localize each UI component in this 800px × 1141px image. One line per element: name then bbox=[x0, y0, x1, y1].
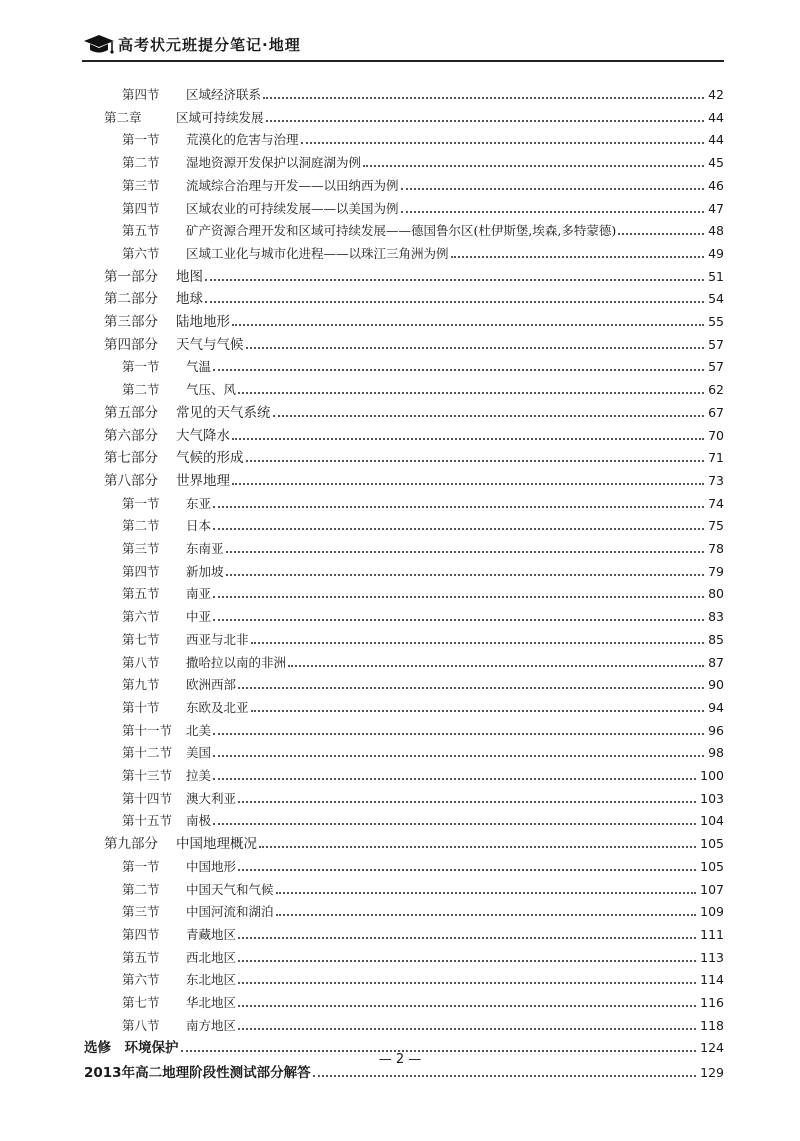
toc-entry[interactable] bbox=[104, 310, 724, 330]
toc-entry-number: 第八节 bbox=[122, 1017, 160, 1033]
toc-entry-number: 第一节 bbox=[122, 858, 160, 874]
dot-leader bbox=[213, 778, 696, 780]
toc-entry-title: 撒哈拉以南的非洲 bbox=[186, 654, 287, 670]
dot-leader bbox=[401, 211, 705, 213]
dot-leader bbox=[205, 301, 704, 303]
toc-entry[interactable] bbox=[122, 923, 724, 943]
toc-entry-number: 第五节 bbox=[122, 223, 160, 239]
toc-entry-page: 73 bbox=[708, 472, 724, 488]
toc-entry-page: 44 bbox=[708, 109, 724, 125]
toc-entry-title: 区域工业化与城市化进程——以珠江三角洲为例 bbox=[186, 245, 449, 261]
toc-entry[interactable] bbox=[104, 333, 724, 353]
toc-entry-number: 第十一节 bbox=[122, 722, 173, 738]
toc-entry-page: 67 bbox=[708, 404, 724, 420]
toc-entry-page: 109 bbox=[700, 904, 724, 920]
dot-leader bbox=[401, 188, 705, 190]
toc-entry[interactable] bbox=[122, 991, 724, 1011]
toc-entry-page: 85 bbox=[708, 631, 724, 647]
dot-leader bbox=[238, 982, 696, 984]
toc-entry-number: 第一节 bbox=[122, 359, 160, 375]
toc-entry-page: 105 bbox=[700, 836, 724, 852]
toc-entry-number: 第二节 bbox=[122, 518, 160, 534]
dot-leader bbox=[238, 801, 696, 803]
toc-entry-number: 第四节 bbox=[122, 200, 160, 216]
toc-entry[interactable] bbox=[122, 151, 724, 171]
toc-entry[interactable] bbox=[104, 401, 724, 421]
toc-entry-page: 118 bbox=[700, 1017, 724, 1033]
toc-entry[interactable] bbox=[122, 878, 724, 898]
toc-entry-number: 第六部分 bbox=[104, 427, 158, 444]
toc-entry-page: 46 bbox=[708, 177, 724, 193]
dot-leader bbox=[251, 710, 705, 712]
toc-entry-page: 48 bbox=[708, 223, 724, 239]
dot-leader bbox=[213, 733, 704, 735]
toc-entry-number: 第三节 bbox=[122, 177, 160, 193]
toc-entry-page: 129 bbox=[700, 1065, 724, 1081]
toc-entry-page: 75 bbox=[708, 518, 724, 534]
toc-entry-number: 第三节 bbox=[122, 904, 160, 920]
toc-entry-page: 54 bbox=[708, 291, 724, 307]
toc-entry[interactable] bbox=[122, 809, 724, 829]
toc-entry-title: 东亚 bbox=[186, 495, 212, 511]
toc-entry-number: 第五节 bbox=[122, 586, 160, 602]
toc-entry-title: 气压、风 bbox=[186, 382, 237, 398]
dot-leader bbox=[213, 369, 704, 371]
toc-entry-page: 87 bbox=[708, 654, 724, 670]
toc-entry-page: 98 bbox=[708, 745, 724, 761]
toc-entry-title: 南亚 bbox=[186, 586, 212, 602]
toc-entry-number: 第六节 bbox=[122, 972, 160, 988]
toc-entry-number: 第四节 bbox=[122, 926, 160, 942]
dot-leader bbox=[363, 165, 704, 167]
toc-entry-number: 第七节 bbox=[122, 631, 160, 647]
toc-entry-number: 第五部分 bbox=[104, 404, 158, 421]
dot-leader bbox=[238, 1028, 696, 1030]
toc-entry[interactable] bbox=[122, 900, 724, 920]
toc-entry[interactable] bbox=[122, 946, 724, 966]
toc-entry[interactable] bbox=[104, 287, 724, 307]
dot-leader bbox=[313, 1075, 697, 1077]
toc-entry-title: 气候的形成 bbox=[176, 450, 244, 467]
toc-entry-number: 第九节 bbox=[122, 677, 160, 693]
toc-entry-page: 124 bbox=[700, 1040, 724, 1056]
toc-entry-title: 华北地区 bbox=[186, 995, 237, 1010]
toc-entry[interactable] bbox=[104, 832, 724, 852]
toc-entry-title: 东北地区 bbox=[186, 972, 237, 988]
toc-entry-number: 第二节 bbox=[122, 382, 160, 398]
dot-leader bbox=[238, 392, 704, 394]
toc-entry[interactable] bbox=[122, 174, 724, 194]
toc-entry-page: 100 bbox=[700, 768, 724, 783]
toc-entry-page: 104 bbox=[700, 813, 724, 829]
toc-entry-number: 第二节 bbox=[122, 881, 160, 897]
toc-entry-title: 地图 bbox=[176, 268, 203, 285]
toc-entry-page: 80 bbox=[708, 586, 724, 602]
toc-entry-number: 第二部分 bbox=[104, 291, 158, 308]
toc-entry-title: 流域综合治理与开发——以田纳西为例 bbox=[186, 177, 399, 193]
dot-leader bbox=[451, 256, 705, 258]
toc-entry-number: 第四节 bbox=[122, 563, 160, 579]
toc-entry-title: 西亚与北非 bbox=[186, 631, 249, 647]
dot-leader bbox=[273, 415, 705, 417]
toc-entry[interactable] bbox=[122, 128, 724, 148]
dot-leader bbox=[232, 324, 704, 326]
toc-entry-number: 第八部分 bbox=[104, 472, 158, 489]
toc-entry[interactable] bbox=[122, 242, 724, 262]
dot-leader bbox=[251, 642, 705, 644]
toc-entry[interactable] bbox=[122, 83, 724, 103]
toc-entry-title: 中亚 bbox=[186, 609, 212, 625]
toc-entry[interactable] bbox=[122, 514, 724, 534]
toc-entry-page: 79 bbox=[708, 563, 724, 579]
toc-entry-number: 第十五节 bbox=[122, 813, 173, 829]
toc-entry-title: 中国地理概况 bbox=[176, 836, 257, 853]
toc-entry-number: 第三节 bbox=[122, 541, 160, 556]
toc-entry-page: 70 bbox=[708, 427, 724, 443]
dot-leader bbox=[213, 823, 696, 825]
toc-entry-number: 第十四节 bbox=[122, 790, 173, 806]
toc-entry-number: 第十节 bbox=[122, 699, 160, 715]
toc-entry-title: 新加坡 bbox=[186, 563, 224, 579]
toc-entry-title: 北美 bbox=[186, 722, 212, 738]
toc-entry[interactable] bbox=[122, 855, 724, 875]
toc-entry-page: 74 bbox=[708, 495, 724, 511]
toc-entry-title: 中国天气和气候 bbox=[186, 881, 274, 897]
toc-entry-page: 51 bbox=[708, 268, 724, 284]
toc-entry-page: 45 bbox=[708, 155, 724, 171]
toc-entry[interactable] bbox=[122, 582, 724, 602]
toc-entry-title: 区域经济联系 bbox=[186, 87, 262, 102]
dot-leader bbox=[205, 279, 704, 281]
toc-entry-number: 第十三节 bbox=[122, 768, 173, 783]
toc-entry[interactable] bbox=[122, 1014, 724, 1034]
toc-entry-title: 中国河流和湖泊 bbox=[186, 904, 274, 920]
toc-entry-page: 78 bbox=[708, 541, 724, 556]
toc-entry-title: 南极 bbox=[186, 813, 212, 829]
toc-entry-page: 105 bbox=[700, 858, 724, 874]
toc-entry-title: 区域农业的可持续发展——以美国为例 bbox=[186, 200, 399, 216]
header-divider bbox=[82, 60, 724, 62]
toc-entry-page: 57 bbox=[708, 359, 724, 375]
toc-entry-number: 第六节 bbox=[122, 245, 160, 261]
dot-leader bbox=[238, 937, 696, 939]
toc-entry-title: 澳大利亚 bbox=[186, 790, 237, 806]
toc-entry[interactable] bbox=[122, 605, 724, 625]
toc-entry-number: 第二章 bbox=[104, 109, 142, 125]
dot-leader bbox=[263, 97, 704, 99]
toc-entry[interactable] bbox=[122, 219, 724, 239]
toc-entry[interactable] bbox=[122, 673, 724, 693]
toc-entry-title: 中国地形 bbox=[186, 858, 237, 874]
toc-entry-page: 111 bbox=[700, 926, 724, 942]
toc-entry-page: 107 bbox=[700, 881, 724, 897]
toc-entry-page: 44 bbox=[708, 132, 724, 148]
toc-entry-number: 第十二节 bbox=[122, 745, 173, 761]
toc-entry-number: 第一节 bbox=[122, 495, 160, 511]
dot-leader bbox=[276, 914, 697, 916]
dot-leader bbox=[226, 574, 705, 576]
toc-entry[interactable] bbox=[122, 197, 724, 217]
toc-entry[interactable] bbox=[122, 355, 724, 375]
toc-entry-page: 94 bbox=[708, 699, 724, 715]
toc-entry[interactable] bbox=[104, 106, 724, 126]
dot-leader bbox=[246, 460, 705, 462]
dot-leader bbox=[266, 120, 705, 122]
toc-entry[interactable] bbox=[122, 719, 724, 739]
toc-entry-number: 第七节 bbox=[122, 995, 160, 1010]
toc-entry-title: 区域可持续发展 bbox=[176, 109, 264, 125]
dot-leader bbox=[226, 551, 705, 553]
toc-entry-title: 世界地理 bbox=[176, 472, 230, 489]
toc-entry[interactable] bbox=[104, 469, 724, 489]
toc-entry-title: 陆地地形 bbox=[176, 314, 230, 330]
toc-entry-page: 49 bbox=[708, 245, 724, 261]
dot-leader bbox=[238, 1005, 696, 1007]
graduation-cap-icon bbox=[82, 32, 116, 56]
toc-entry[interactable] bbox=[122, 378, 724, 398]
toc-entry-title: 地球 bbox=[176, 291, 203, 308]
page-number: — 2 — bbox=[378, 1052, 422, 1067]
toc-entry[interactable] bbox=[104, 424, 724, 444]
dot-leader bbox=[213, 619, 704, 621]
toc-entry-title: 选修 环境保护 bbox=[84, 1040, 179, 1057]
toc-entry-page: 42 bbox=[708, 87, 724, 102]
toc-entry-page: 62 bbox=[708, 382, 724, 398]
toc-entry-page: 113 bbox=[700, 949, 724, 965]
header-title: 高考状元班提分笔记·地理 bbox=[118, 35, 301, 54]
toc-entry-number: 第七部分 bbox=[104, 450, 158, 467]
dot-leader bbox=[213, 755, 704, 757]
toc-entry-title: 常见的天气系统 bbox=[176, 404, 271, 421]
toc-entry-number: 第一部分 bbox=[104, 268, 158, 285]
toc-entry-title: 美国 bbox=[186, 745, 212, 761]
dot-leader bbox=[238, 687, 704, 689]
toc-entry[interactable] bbox=[122, 560, 724, 580]
toc-entry-number: 第一节 bbox=[122, 132, 160, 148]
toc-entry-title: 气温 bbox=[186, 359, 212, 375]
dot-leader bbox=[213, 528, 704, 530]
toc-entry-page: 90 bbox=[708, 677, 724, 693]
dot-leader bbox=[288, 665, 704, 667]
toc-entry-page: 57 bbox=[708, 336, 724, 352]
toc-entry-page: 71 bbox=[708, 450, 724, 466]
toc-entry-page: 55 bbox=[708, 314, 724, 329]
dot-leader bbox=[232, 438, 704, 440]
toc-entry-title: 天气与气候 bbox=[176, 336, 244, 353]
toc-entry[interactable] bbox=[122, 651, 724, 671]
toc-entry-number: 第四节 bbox=[122, 87, 160, 102]
dot-leader bbox=[238, 960, 696, 962]
toc-entry-title: 荒漠化的危害与治理 bbox=[186, 132, 299, 148]
toc-entry-title: 矿产资源合理开发和区域可持续发展——德国鲁尔区(杜伊斯堡,埃森,多特蒙德) bbox=[186, 223, 617, 239]
toc-entry[interactable] bbox=[122, 628, 724, 648]
toc-entry-page: 47 bbox=[708, 200, 724, 216]
dot-leader bbox=[238, 869, 696, 871]
toc-entry[interactable] bbox=[122, 787, 724, 807]
dot-leader bbox=[259, 846, 696, 848]
toc-entry[interactable] bbox=[104, 446, 724, 466]
toc-entry-number: 第六节 bbox=[122, 609, 160, 625]
toc-entry-number: 第三部分 bbox=[104, 314, 158, 330]
toc-entry-page: 103 bbox=[700, 790, 724, 806]
toc-entry-title: 东欧及北亚 bbox=[186, 699, 249, 715]
toc-entry-page: 96 bbox=[708, 722, 724, 738]
toc-entry-number: 第九部分 bbox=[104, 836, 158, 853]
toc-entry-title: 湿地资源开发保护以洞庭湖为例 bbox=[186, 155, 362, 171]
toc-entry-page: 83 bbox=[708, 609, 724, 625]
toc-entry-title: 东南亚 bbox=[186, 541, 224, 556]
toc-entry-number: 第四部分 bbox=[104, 336, 158, 353]
dot-leader bbox=[232, 483, 704, 485]
toc-entry-title: 2013年高二地理阶段性测试部分解答 bbox=[84, 1065, 311, 1082]
toc-entry[interactable] bbox=[104, 265, 724, 285]
toc-entry-number: 第五节 bbox=[122, 949, 160, 965]
toc-entry[interactable] bbox=[122, 492, 724, 512]
toc-entry-title: 青藏地区 bbox=[186, 926, 237, 942]
dot-leader bbox=[213, 506, 704, 508]
dot-leader bbox=[246, 347, 705, 349]
toc-entry-page: 114 bbox=[700, 972, 724, 988]
toc-entry-number: 第八节 bbox=[122, 654, 160, 670]
toc-entry-title: 西北地区 bbox=[186, 949, 237, 965]
toc-entry-page: 116 bbox=[700, 995, 724, 1010]
toc-entry-title: 大气降水 bbox=[176, 427, 230, 444]
toc-entry-title: 南方地区 bbox=[186, 1017, 237, 1033]
toc-entry-title: 拉美 bbox=[186, 768, 212, 783]
toc-entry[interactable] bbox=[122, 741, 724, 761]
toc-entry[interactable] bbox=[122, 968, 724, 988]
dot-leader bbox=[618, 233, 704, 235]
dot-leader bbox=[276, 892, 697, 894]
toc-entry-number: 第二节 bbox=[122, 155, 160, 171]
toc-entry[interactable] bbox=[122, 764, 724, 784]
toc-entry-title: 日本 bbox=[186, 518, 212, 534]
toc-entry[interactable] bbox=[122, 696, 724, 716]
page-header bbox=[82, 30, 722, 58]
dot-leader bbox=[301, 142, 705, 144]
toc-entry-title: 欧洲西部 bbox=[186, 677, 237, 693]
toc-entry[interactable] bbox=[122, 537, 724, 557]
dot-leader bbox=[213, 596, 704, 598]
